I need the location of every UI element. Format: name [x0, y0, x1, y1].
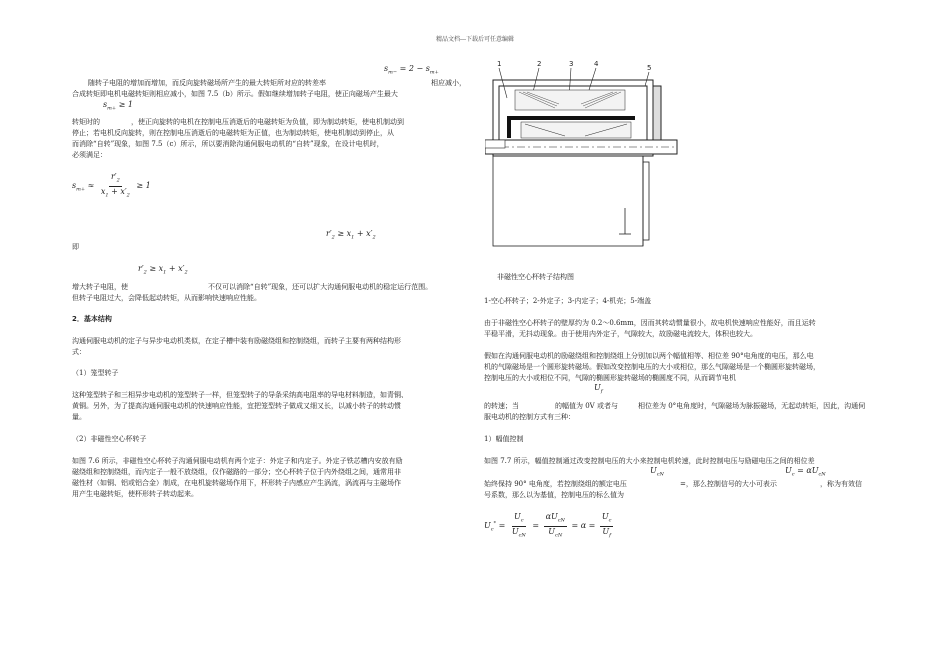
right-para2-line1: 假如在沟通伺服电动机的励磁绕组和控制绕组上分别加以两个幅值相等、相位差 90°电角度的电压，那么电: [484, 352, 814, 360]
right-para2-line2: 机的气隙磁场是一个圆形旋转磁场。假如改变控制电压的大小或相位，那么气隙磁场是一个椭圆形旋转磁场，: [484, 363, 820, 371]
right-para3-line1c: 相位差为 0°电角度时，气隙磁场为脉振磁场，无起动转矩，因此，沟通伺: [638, 402, 866, 410]
subsection-amplitude-control: 1）幅值控制: [484, 435, 524, 443]
symbol-ucn: $U_{cN}$: [650, 466, 664, 478]
para1-line1-end: 相应减小，: [431, 79, 466, 87]
para5-line1: 这种笼型转子和三相异步电动机的笼型转子一样，但笼型转子的导条采纳高电阻率的导电材料制造，如青铜、: [72, 391, 408, 399]
shaft: [485, 140, 505, 148]
para6-line2: 磁绕组和控制绕组，而内定子一般不放绕组，仅作磁路的一部分；空心杯转子位于内外绕组之间，通常用非: [72, 468, 401, 476]
para2-line1a: 转矩时的: [72, 118, 100, 126]
equation-uc-alpha: $U_c = \alpha U_{cN}$: [785, 466, 826, 478]
right-para3-line1b: 的幅值为 0V 或者与: [555, 402, 618, 410]
para2-line3: 而消除“自转”现象，如图 7.5（c）所示，所以要消除沟通伺服电动机的“自转”现象，在设计电机时，: [72, 140, 384, 148]
mounting-bolt: [619, 208, 631, 234]
fig-label-4: 4: [594, 60, 599, 68]
equation-sm-minus: $s_{m-} = 2 - s_{m+}$: [384, 64, 439, 76]
page-header: 精品文档---下载后可任意编辑: [435, 36, 515, 43]
inner-stator: [521, 122, 631, 138]
right-para5-line1a: 始终保持 90° 电角度，若控制绕组的额定电压: [484, 480, 627, 488]
outer-stator: [515, 90, 625, 110]
section-2-heading: 2．基本结构: [72, 315, 112, 323]
ji-label: 即: [72, 243, 79, 251]
fig-label-5: 5: [647, 64, 652, 72]
para2-line2: 停止；若电机反向旋转，则在控制电压消逝后的电磁转矩为正值，也为制动转矩，使电机制动到停止，从: [72, 129, 394, 137]
para5-line2: 黄铜。另外，为了提高沟通伺服电动机的快速响应性能，宜把笼型转子做成又细又长，以减小转子的转动惯: [72, 402, 401, 410]
para5-line3: 量。: [72, 413, 86, 421]
para2-line1b: ，使正向旋转的电机在控制电压消逝后的电磁转矩为负值，即为制动转矩，使电机制动到: [131, 118, 404, 126]
fig-label-1: 1: [497, 60, 502, 68]
para1-line1: 随转子电阻的增加而增加，而反向旋转磁场所产生的最大转矩所对应的转差率: [88, 79, 326, 87]
symbol-uf-mid: $U_f$: [594, 383, 603, 395]
inequality-fraction: $s_{m+}$ ≈ $\frac{r'_2}{x_1 + x'_2}$ ≥ 1: [72, 172, 151, 199]
inequality-r2-center: $r'_2 \ge x_1 + x'_2$: [326, 229, 376, 241]
equation-per-unit-control-voltage: $U_c^*$ = $\frac{U_c}{U_{cN}}$ = $\frac{\alpha U_{cN}}{U_{cN}}$ = α = $\frac{U_c}{U_f}$: [484, 512, 612, 539]
right-para1-line2: 平稳平滑，无抖动现象。由于使用内外定子，气隙较大，故励磁电流较大，体积也较大。: [484, 330, 757, 338]
para3-line1b: 不仅可以消除“自转”现象，还可以扩大沟通伺服电动机的稳定运行范围。: [208, 283, 433, 291]
right-para5-line1b: =，那么控制信号的大小可表示: [680, 480, 777, 488]
cup-rotor-motor-figure: [485, 58, 680, 253]
subsection-cage-rotor: （1）笼型转子: [72, 369, 119, 377]
motor-lower-body: [493, 156, 649, 246]
para3-line2: 但转子电阻过大，会降低起动转矩，从而影响快速响应性能。: [72, 294, 261, 302]
right-para5-line1c: ，称为有效信: [820, 480, 862, 488]
para6-line1: 如图 7.6 所示，非磁性空心杯转子沟通伺服电动机有两个定子：外定子和内定子。外定子铁芯槽内安放有励: [72, 457, 403, 465]
inequality-sm-plus: $s_{m+} \ge 1$: [103, 100, 133, 112]
subsection-cup-rotor: （2）非磁性空心杯转子: [72, 435, 147, 443]
right-para5-line2: 号系数，那么以为基值，控制电压的标么值为: [484, 491, 624, 499]
para4-line2: 式：: [72, 348, 86, 356]
para3-line1a: 增大转子电阻，使: [72, 283, 128, 291]
right-para1-line1: 由于非磁性空心杯转子的壁厚约为 0.2～0.6mm，因而其转动惯量很小，故电机快速响应性能好，而且运转: [484, 319, 816, 327]
right-para2-line3: 控制电压的大小或相位不同，气隙的椭圆形旋转磁场的椭圆度不同，从而调节电机: [484, 374, 736, 382]
para1-line2: 合成转矩即电机电磁转矩则相应减小，如图 7.5（b）所示。假如继续增加转子电阻，使正向磁场产生最大: [72, 90, 398, 98]
para6-line3: 磁性材（如铜、铝或铝合金）制成，在电机旋转磁场作用下，杯形转子内感应产生涡流，涡流再与主磁场作: [72, 479, 401, 487]
figure-caption: 非磁性空心杯转子结构图: [497, 273, 574, 281]
right-para3-line2: 服电动机的控制方式有三种：: [484, 413, 575, 421]
fig-label-2: 2: [537, 60, 542, 68]
para4-line1: 沟通伺服电动机的定子与异步电动机类似，在定子槽中装有励磁绕组和控制绕组，而转子主要有两种结构形: [72, 337, 401, 345]
figure-legend: 1-空心杯转子；2-外定子；3-内定子；4-机壳；5-端盖: [484, 297, 652, 305]
para6-line4: 用产生电磁转矩，使杯形转子转动起来。: [72, 490, 198, 498]
para2-line4: 必须满足：: [72, 151, 107, 159]
right-para4-line1: 如图 7.7 所示，幅值控制通过改变控制电压的大小来控制电机转速，此时控制电压与励磁电压之间的相位差: [484, 457, 815, 465]
right-para3-line1a: 的转速；当: [484, 402, 519, 410]
fig-label-3: 3: [569, 60, 574, 68]
inequality-r2-small: $r'_2 \ge x_1 + x'_2$: [138, 264, 188, 276]
